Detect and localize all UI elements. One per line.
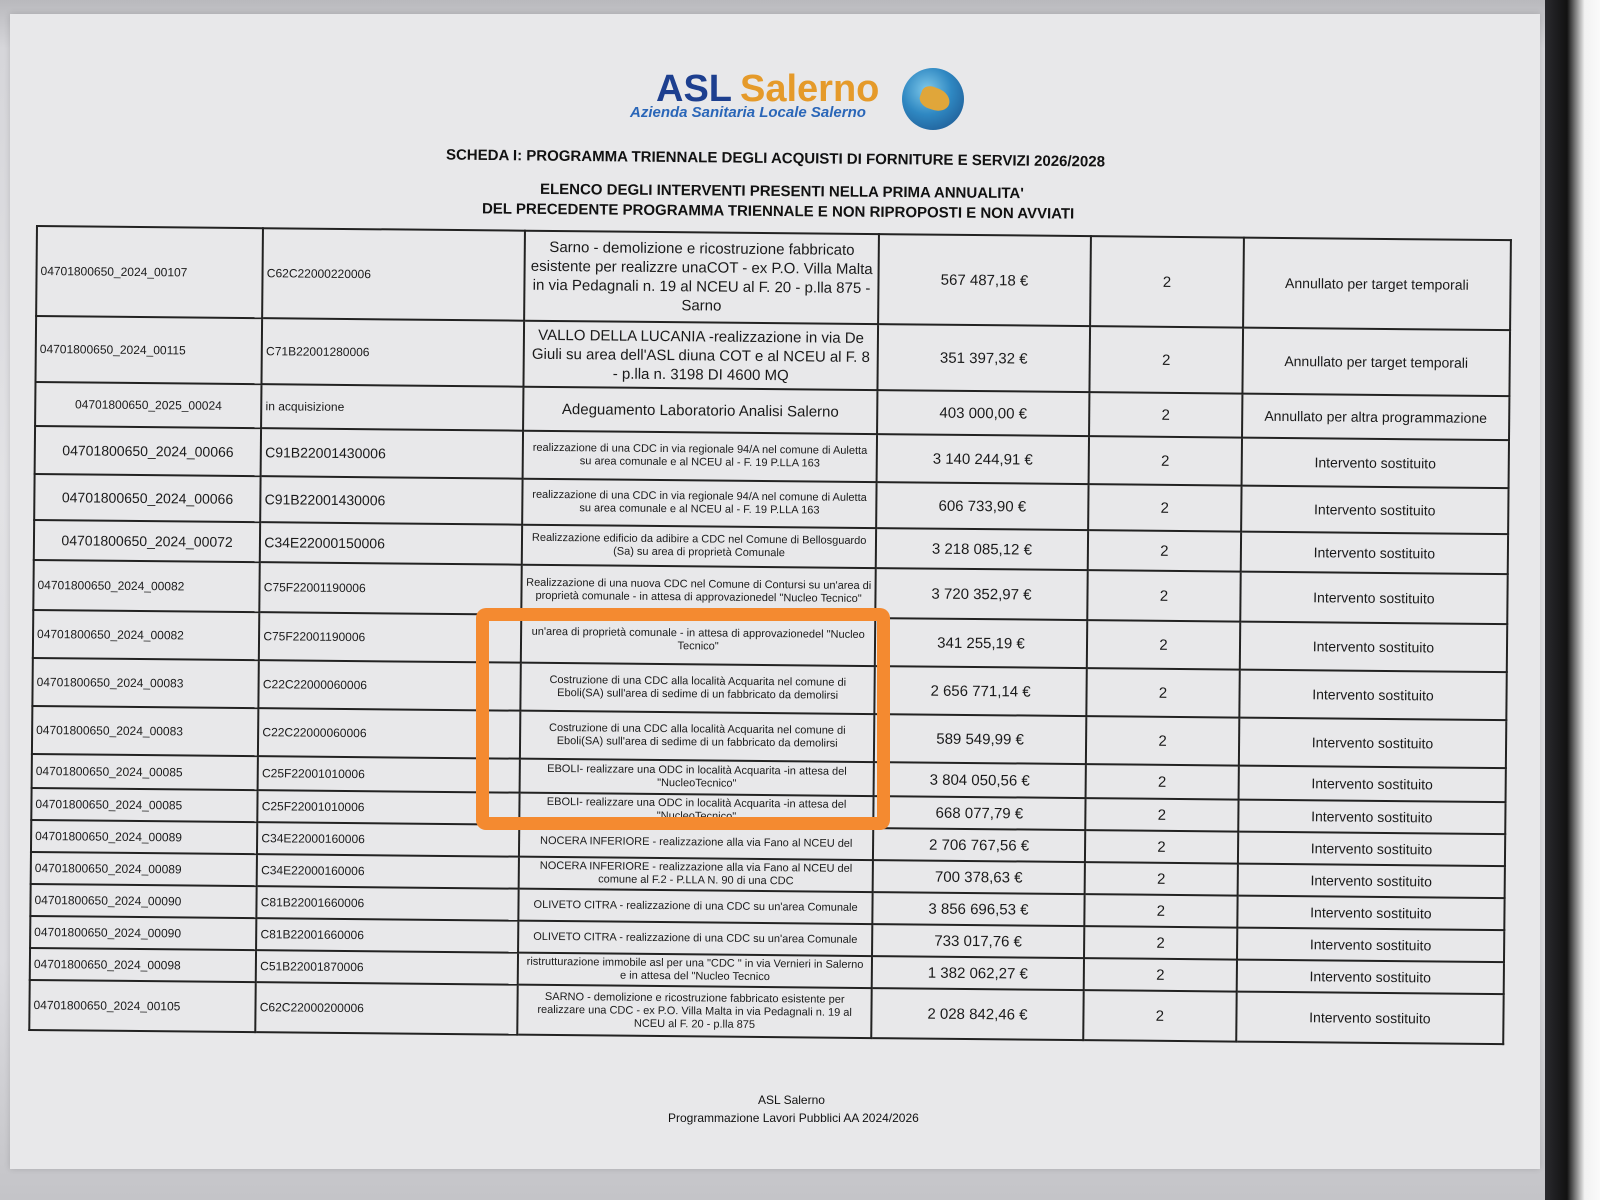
row-code: 04701800650_2024_00066 (35, 426, 262, 476)
row-note: Intervento sostituito (1238, 832, 1505, 867)
row-description: un'area di proprietà comunale - in attesa di approvazionedel "Nucleo Tecnico" (521, 615, 875, 666)
row-code: 04701800650_2025_00024 (35, 382, 262, 428)
row-description: Realizzazione di una nuova CDC nel Comune di Contursi su un'area di proprietà comunale - in attesa di approvazionedel "Nucleo Tecnico" (522, 565, 876, 618)
row-description: Adeguamento Laboratorio Analisi Salerno (523, 387, 877, 434)
row-note: Annullato per altra programmazione (1242, 394, 1510, 441)
row-cup: C34E22000150006 (260, 522, 522, 565)
row-note: Intervento sostituito (1239, 670, 1507, 721)
row-amount: 606 733,90 € (876, 482, 1088, 530)
row-cup: C25F22001010006 (258, 756, 520, 793)
row-note: Intervento sostituito (1241, 438, 1509, 489)
row-note: Intervento sostituito (1240, 622, 1508, 673)
row-code: 04701800650_2024_00082 (33, 560, 260, 612)
row-description: NOCERA INFERIORE - realizzazione alla via Fano al NCEU del (519, 825, 873, 860)
row-code: 04701800650_2024_00083 (32, 706, 259, 756)
orange-highlight-box (476, 608, 890, 830)
row-cup: C25F22001010006 (258, 790, 520, 825)
row-description: VALLO DELLA LUCANIA -realizzazione in via De Giuli su area dell'ASL diuna COT e al NCEU al F. 8 - p.lla n. 3198 DI 4600 MQ (524, 321, 878, 390)
row-description: Costruzione di una CDC alla località Acquarita nel comune di Eboli(SA) sull'area di sedime di un fabbricato da demolirsi (520, 711, 874, 762)
row-priority: 2 (1088, 530, 1241, 571)
row-description: Costruzione di una CDC alla località Acquarita nel comune di Eboli(SA) sull'area di sedime di un fabbricato da demolirsi (521, 663, 875, 714)
row-amount: 2 028 842,46 € (871, 988, 1083, 1040)
row-code: 04701800650_2024_00085 (31, 788, 258, 822)
row-amount: 3 720 352,97 € (875, 568, 1087, 620)
table-row (36, 226, 1511, 330)
row-priority: 2 (1084, 926, 1237, 959)
row-note: Intervento sostituito (1241, 532, 1508, 575)
row-code: 04701800650_2024_00082 (33, 610, 260, 660)
row-amount: 567 487,18 € (878, 234, 1091, 326)
row-description: EBOLI- realizzare una ODC in località Acquarita -in attesa del "NucleoTecnico" (520, 759, 874, 796)
footer-program: Programmazione Lavori Pubblici AA 2024/2026 (668, 1111, 919, 1125)
row-note: Intervento sostituito (1238, 864, 1505, 899)
row-description: Realizzazione edificio da adibire a CDC nel Comune di Bellosguardo (Sa) su area di proprietà Comunale (522, 525, 876, 568)
row-amount: 351 397,32 € (877, 324, 1090, 392)
row-priority: 2 (1085, 862, 1238, 895)
row-note: Intervento sostituito (1237, 896, 1504, 931)
row-priority: 2 (1090, 236, 1244, 327)
row-priority: 2 (1085, 798, 1238, 831)
row-amount: 1 382 062,27 € (872, 956, 1084, 990)
row-code: 04701800650_2024_00115 (35, 316, 262, 384)
row-cup: C51B22001870006 (256, 950, 518, 985)
row-amount: 589 549,99 € (874, 714, 1086, 764)
row-priority: 2 (1083, 990, 1236, 1041)
row-code: 04701800650_2024_00090 (30, 884, 257, 918)
asl-logo (630, 68, 970, 130)
row-code: 04701800650_2024_00107 (36, 226, 263, 318)
document-subtitle-line1: ELENCO DEGLI INTERVENTI PRESENTI NELLA PRIMA ANNUALITA' (539, 180, 1024, 203)
row-cup: C81B22001660006 (257, 886, 519, 921)
row-code: 04701800650_2024_00085 (32, 754, 259, 790)
row-cup: C62C22000200006 (256, 982, 518, 1035)
row-code: 04701800650_2024_00098 (30, 948, 257, 982)
row-cup: C75F22001190006 (259, 612, 521, 663)
row-description: Sarno - demolizione e ricostruzione fabbricato esistente per realizzre unaCOT - ex P.O. Villa Malta in via Pedagnali n. 19 al NCEU al F. 20 - p.lla 875 - Sarno (524, 231, 879, 324)
row-amount: 3 218 085,12 € (876, 528, 1088, 570)
row-amount: 403 000,00 € (877, 390, 1089, 436)
row-priority: 2 (1088, 484, 1241, 531)
row-note: Intervento sostituito (1237, 928, 1504, 963)
row-code: 04701800650_2024_00083 (32, 658, 259, 708)
row-code: 04701800650_2024_00089 (31, 820, 258, 854)
row-priority: 2 (1087, 620, 1240, 669)
row-description: OLIVETO CITRA - realizzazione di una CDC su un'area Comunale (518, 921, 872, 956)
row-amount: 2 706 767,56 € (873, 828, 1085, 862)
row-note: Annullato per target temporali (1243, 238, 1511, 331)
row-description: ristrutturazione immobile asl per una "CDC " in via Vernieri in Salerno e in attesa del "Nucleo Tecnico (518, 953, 872, 988)
row-code: 04701800650_2024_00105 (29, 980, 256, 1032)
row-amount: 3 856 696,53 € (872, 892, 1084, 926)
row-cup: C62C22000220006 (262, 228, 525, 321)
row-priority: 2 (1085, 830, 1238, 863)
row-amount: 700 378,63 € (873, 860, 1085, 894)
row-cup: C75F22001190006 (260, 562, 522, 615)
row-cup: C34E22000160006 (257, 822, 519, 857)
row-note: Intervento sostituito (1238, 800, 1505, 835)
monitor-bezel (1545, 0, 1600, 1200)
row-description: realizzazione di una CDC in via regionale 94/A nel comune di Auletta su area comunale e al NCEU al - F. 19 P.LLA 163 (523, 431, 877, 482)
row-priority: 2 (1086, 668, 1239, 717)
row-description: EBOLI- realizzare una ODC in località Acquarita -in attesa del "NucleoTecnico" (520, 793, 874, 828)
row-amount: 341 255,19 € (875, 618, 1087, 668)
row-note: Intervento sostituito (1240, 572, 1508, 625)
row-cup: C91B22001430006 (260, 476, 522, 525)
row-priority: 2 (1089, 392, 1242, 437)
row-amount: 3 804 050,56 € (874, 762, 1086, 798)
row-amount: 668 077,79 € (873, 796, 1085, 830)
logo-subtitle: Azienda Sanitaria Locale Salerno (630, 104, 866, 121)
row-note: Intervento sostituito (1237, 960, 1504, 995)
row-cup: in acquisizione (261, 384, 523, 431)
document-subtitle-line2: DEL PRECEDENTE PROGRAMMA TRIENNALE E NON RIPROPOSTI E NON AVVIATI (481, 200, 1075, 223)
row-note: Intervento sostituito (1238, 766, 1505, 803)
row-code: 04701800650_2024_00072 (34, 520, 261, 562)
row-description: OLIVETO CITRA - realizzazione di una CDC su un'area Comunale (519, 889, 873, 924)
document-title: SCHEDA I: PROGRAMMA TRIENNALE DEGLI ACQUISTI DI FORNITURE E SERVIZI 2026/2028 (445, 146, 1106, 171)
row-code: 04701800650_2024_00089 (31, 852, 258, 886)
row-cup: C22C22000060006 (259, 660, 521, 711)
row-priority: 2 (1089, 326, 1243, 393)
row-note: Intervento sostituito (1239, 718, 1507, 769)
row-cup: C81B22001660006 (256, 918, 518, 953)
row-description: NOCERA INFERIORE - realizzazione alla via Fano al NCEU del comune al F.2 - P.LLA N. 90 di una CDC (519, 857, 873, 892)
row-note: Intervento sostituito (1241, 486, 1509, 535)
row-code: 04701800650_2024_00090 (30, 916, 257, 950)
row-code: 04701800650_2024_00066 (34, 474, 261, 522)
footer-org: ASL Salerno (758, 1093, 825, 1107)
row-priority: 2 (1089, 436, 1242, 485)
row-note: Intervento sostituito (1236, 992, 1504, 1045)
row-amount: 3 140 244,91 € (877, 434, 1089, 484)
row-priority: 2 (1084, 958, 1237, 991)
row-priority: 2 (1084, 894, 1237, 927)
row-amount: 733 017,76 € (872, 924, 1084, 958)
row-note: Annullato per target temporali (1242, 328, 1510, 397)
row-cup: C34E22000160006 (257, 854, 519, 889)
logo-asl-text: ASL (656, 68, 732, 110)
row-description: realizzazione di una CDC in via regionale 94/A nel comune di Auletta su area comunale e al NCEU al - F. 19 P.LLA 163 (522, 479, 876, 528)
row-priority: 2 (1087, 570, 1240, 621)
row-cup: C71B22001280006 (262, 318, 525, 387)
row-priority: 2 (1086, 716, 1239, 765)
row-description: SARNO - demolizione e ricostruzione fabbricato esistente per realizzare una CDC - ex P.O. Villa Malta in via Pedagnali n. 19 al NCEU al F. 20 - p.lla 875 (518, 985, 872, 1038)
row-cup: C22C22000060006 (258, 708, 520, 759)
row-cup: C91B22001430006 (261, 428, 523, 479)
row-amount: 2 656 771,14 € (874, 666, 1086, 716)
logo-salerno-text: Salerno (740, 68, 880, 110)
globe-icon (902, 68, 964, 130)
row-priority: 2 (1086, 764, 1239, 799)
